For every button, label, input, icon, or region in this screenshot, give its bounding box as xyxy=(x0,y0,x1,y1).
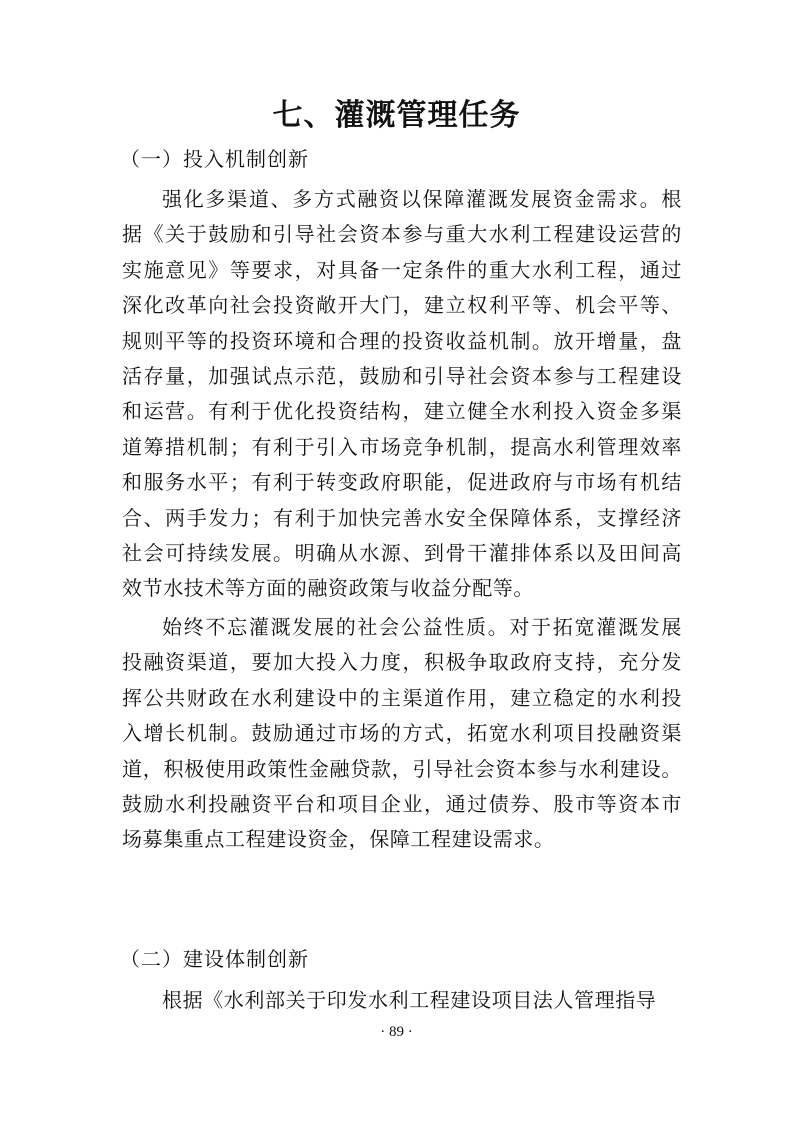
paragraph-line: 规则平等的投资环境和合理的投资收益机制。放开增量，盘 xyxy=(122,328,682,353)
paragraph-line: 道筹措机制；有利于引入市场竞争机制，提高水利管理效率 xyxy=(122,434,682,459)
paragraph-line: 据《关于鼓励和引导社会资本参与重大水利工程建设运营的 xyxy=(122,222,682,247)
paragraph-public-welfare xyxy=(122,610,682,858)
paragraph-line: 合、两手发力；有利于加快完善水安全保障体系，支撑经济 xyxy=(122,505,682,530)
paragraph-line: 强化多渠道、多方式融资以保障灌溉发展资金需求。根 xyxy=(162,187,682,211)
paragraph-line: 和运营。有利于优化投资结构，建立健全水利投入资金多渠 xyxy=(122,399,682,424)
paragraph-line: 始终不忘灌溉发展的社会公益性质。对于拓宽灌溉发展 xyxy=(162,615,682,639)
paragraph-line: 深化改革向社会投资敞开大门，建立权利平等、机会平等、 xyxy=(122,293,682,318)
page-title: 七、灌溉管理任务 xyxy=(272,98,521,133)
paragraph-line: 社会可持续发展。明确从水源、到骨干灌排体系以及田间高 xyxy=(122,541,682,566)
paragraph-line: 和服务水平；有利于转变政府职能，促进政府与市场有机结 xyxy=(122,470,682,495)
paragraph-line: 根据《水利部关于印发水利工程建设项目法人管理指导 xyxy=(162,988,657,1012)
paragraph-investment xyxy=(122,182,682,607)
paragraph-line: 场募集重点工程建设资金，保障工程建设需求。 xyxy=(122,827,555,852)
paragraph-line: 实施意见》等要求，对具备一定条件的重大水利工程，通过 xyxy=(122,257,682,282)
paragraph-line: 活存量，加强试点示范，鼓励和引导社会资本参与工程建设 xyxy=(122,364,682,389)
page-number: · 89 · xyxy=(380,1024,413,1040)
paragraph-line: 鼓励水利投融资平台和项目企业，通过债券、股市等资本市 xyxy=(122,792,682,817)
paragraph-construction xyxy=(122,983,682,1018)
section-heading-2: （二）建设体制创新 xyxy=(120,947,309,971)
paragraph-line: 效节水技术等方面的融资政策与收益分配等。 xyxy=(122,576,534,601)
paragraph-line: 道，积极使用政策性金融贷款，引导社会资本参与水利建设。 xyxy=(122,756,682,781)
paragraph-line: 挥公共财政在水利建设中的主渠道作用，建立稳定的水利投 xyxy=(122,685,682,710)
paragraph-line: 投融资渠道，要加大投入力度，积极争取政府支持，充分发 xyxy=(122,650,682,675)
paragraph-line: 入增长机制。鼓励通过市场的方式，拓宽水利项目投融资渠 xyxy=(122,721,682,746)
section-heading-1: （一）投入机制创新 xyxy=(120,147,309,171)
